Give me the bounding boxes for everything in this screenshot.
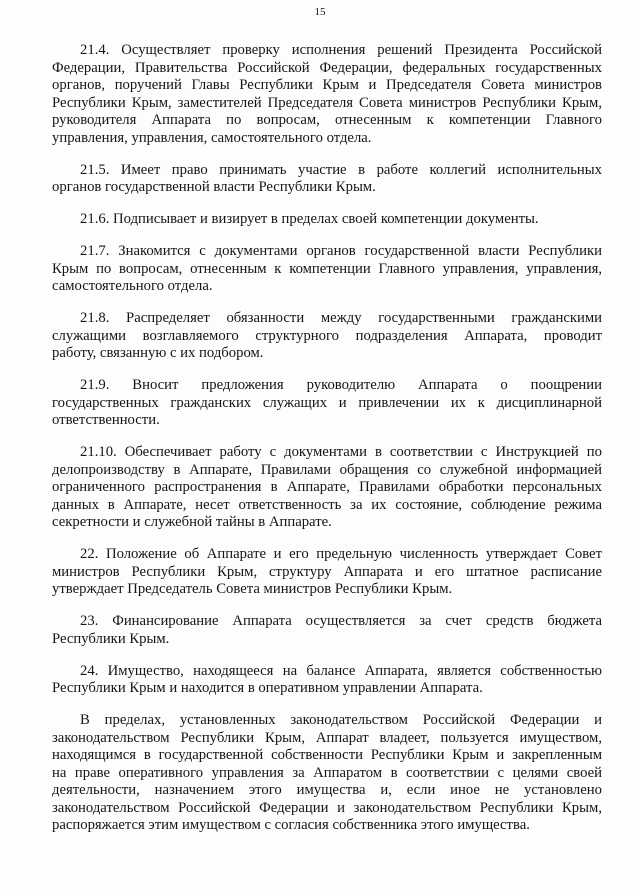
paragraph-24-continuation	[52, 712, 602, 835]
paragraph-21-10	[52, 444, 602, 532]
paragraph-line: Федерации, Правительства Российской Федерации, федеральных государственных	[52, 59, 602, 76]
paragraph-line: Крым по вопросам, отнесенным к компетенции Главного управления, управления,	[52, 260, 602, 277]
paragraph-line: 21.4. Осуществляет проверку исполнения решений Президента Российской	[80, 42, 602, 58]
paragraph-line: данных в Аппарате, несет ответственность за их состояние, соблюдение режима	[52, 496, 602, 513]
paragraph-line: самостоятельного отдела.	[52, 278, 213, 294]
paragraph-line: делопроизводству в Аппарате, Правилами обращения со служебной информацией	[52, 461, 602, 478]
paragraph-line: 21.7. Знакомится с документами органов государственной власти Республики	[80, 243, 602, 259]
paragraph-line: органов, поручений Главы Республики Крым и Председателя Совета министров	[52, 77, 602, 93]
paragraph-line: 23. Финансирование Аппарата осуществляется за счет средств бюджета	[80, 613, 602, 629]
paragraph-line: законодательством Республики Крым, Аппарат владеет, пользуется имуществом,	[52, 729, 602, 746]
paragraph-line: 21.6. Подписывает и визирует в пределах своей компетенции документы.	[80, 211, 539, 227]
paragraph-line: законодательством Российской Федерации и законодательством Республики Крым,	[52, 799, 602, 816]
paragraph-line: 22. Положение об Аппарате и его предельную численность утверждает Совет	[80, 546, 602, 562]
paragraph-line: 21.8. Распределяет обязанности между государственными гражданскими	[80, 310, 602, 326]
paragraph-21-5	[52, 162, 602, 197]
paragraph-21-4	[52, 42, 602, 147]
document-body	[52, 42, 602, 849]
paragraph-line: распоряжается этим имуществом с согласия собственника этого имущества.	[52, 817, 530, 833]
paragraph-line: 24. Имущество, находящееся на балансе Аппарата, является собственностью	[80, 662, 602, 679]
paragraph-21-8	[52, 310, 602, 363]
paragraph-line: Республики Крым и находится в оперативном управлении Аппарата.	[52, 680, 483, 696]
paragraph-23	[52, 613, 602, 648]
paragraph-21-9	[52, 377, 602, 430]
paragraph-line: на праве оперативного управления за Аппаратом в соответствии с целями своей	[52, 764, 602, 781]
paragraph-line: министров Республики Крым, структуру Аппарата и его штатное расписание	[52, 563, 602, 580]
paragraph-21-7	[52, 243, 602, 296]
paragraph-line: утверждает Председатель Совета министров Республики Крым.	[52, 581, 453, 597]
paragraph-line: 21.10. Обеспечивает работу с документами в соответствии с Инструкцией по	[80, 444, 602, 460]
paragraph-line: Республики Крым, заместителей Председателя Совета министров Республики Крым,	[52, 94, 602, 111]
paragraph-line: работу, связанную с их подбором.	[52, 345, 264, 361]
paragraph-line: деятельности, назначением этого имущества и, если иное не установлено	[52, 782, 602, 798]
paragraph-line: управления, управления, самостоятельного отдела.	[52, 129, 372, 146]
paragraph-24	[52, 663, 602, 698]
paragraph-line: секретности и служебной тайны в Аппарате.	[52, 514, 332, 530]
paragraph-line: ограниченного распространения в Аппарате, Правилами обработки персональных	[52, 479, 602, 495]
paragraph-line: Республики Крым.	[52, 630, 170, 647]
page-number: 15	[314, 6, 326, 18]
paragraph-line: ответственности.	[52, 412, 160, 428]
paragraph-line: служащими возглавляемого структурного подразделения Аппарата, проводит	[52, 327, 602, 344]
paragraph-line: 21.9. Вносит предложения руководителю Аппарата о поощрении	[80, 377, 602, 393]
paragraph-line: руководителя Аппарата по вопросам, отнесенным к компетенции Главного	[52, 112, 602, 128]
paragraph-line: органов государственной власти Республики Крым.	[52, 179, 376, 195]
paragraph-line: находящимся в государственной собственности Республики Крым и закрепленным	[52, 747, 602, 763]
paragraph-line: В пределах, установленных законодательством Российской Федерации и	[80, 712, 602, 728]
paragraph-21-6	[52, 211, 602, 229]
paragraph-22	[52, 546, 602, 599]
paragraph-line: государственных гражданских служащих и привлечении их к дисциплинарной	[52, 394, 602, 411]
paragraph-line: 21.5. Имеет право принимать участие в работе коллегий исполнительных	[80, 161, 602, 178]
